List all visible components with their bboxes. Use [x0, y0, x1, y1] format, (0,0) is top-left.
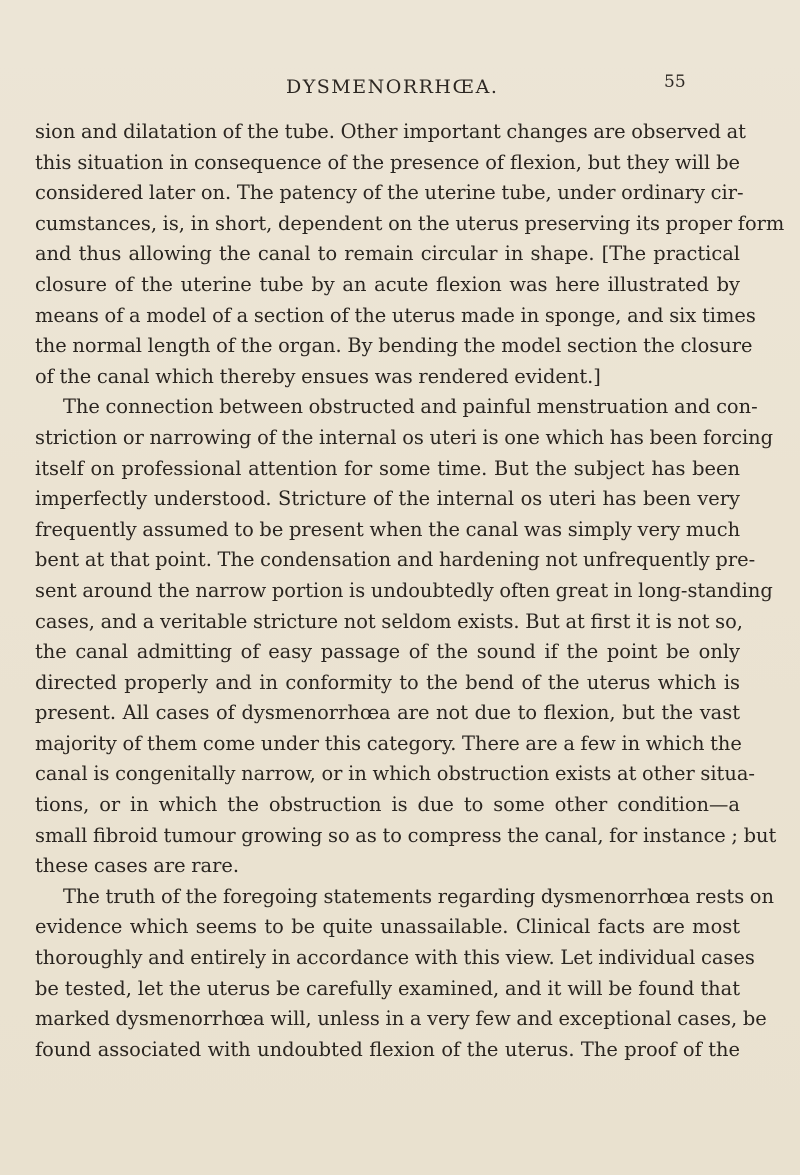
text-line: tions, or in which the obstruction is due to some other condition—a [35, 793, 740, 817]
text-line: evidence which seems to be quite unassailable. Clinical facts are most [35, 915, 740, 939]
text-line: marked dysmenorrhœa will, unless in a very few and exceptional cases, be [35, 1007, 767, 1031]
text-line: The truth of the foregoing statements regarding dysmenorrhœa rests on [63, 884, 774, 908]
text-line: small fibroid tumour growing so as to compress the canal, for instance ; but [35, 823, 777, 847]
text-line: bent at that point. The condensation and hardening not unfrequently pre- [35, 548, 756, 572]
text-line: sion and dilatation of the tube. Other important changes are observed at [35, 120, 746, 143]
running-title: DYSMENORRHŒA. [286, 76, 499, 98]
text-line: canal is congenitally narrow, or in which obstruction exists at other situa- [35, 762, 755, 786]
text-line: closure of the uterine tube by an acute flexion was here illustrated by [35, 272, 740, 296]
text-line: the canal admitting of easy passage of the sound if the point be only [35, 640, 740, 664]
text-line: frequently assumed to be present when the canal was simply very much [35, 517, 741, 541]
text-line: and thus allowing the canal to remain circular in shape. [The practical [35, 242, 740, 266]
text-line: sent around the narrow portion is undoubtedly often great in long-standing [35, 578, 773, 602]
text-line: thoroughly and entirely in accordance with this view. Let individual cases [35, 946, 755, 970]
text-line: imperfectly understood. Stricture of the internal os uteri has been very [35, 487, 740, 511]
text-line: found associated with undoubted flexion of the uterus. The proof of the [35, 1037, 740, 1061]
text-line: itself on professional attention for some time. But the subject has been [35, 456, 740, 480]
page-number: 55 [664, 72, 686, 92]
text-line: means of a model of a section of the uterus made in sponge, and six times [35, 303, 756, 327]
text-line: cumstances, is, in short, dependent on the uterus preserving its proper form [35, 211, 785, 235]
text-line: of the canal which thereby ensues was rendered evident.] [35, 364, 601, 388]
text-line: striction or narrowing of the internal os uteri is one which has been forcing [35, 425, 774, 449]
body-text [35, 117, 785, 1065]
text-line: this situation in consequence of the presence of flexion, but they will be [35, 150, 740, 174]
text-line: majority of them come under this category. There are a few in which the [35, 731, 742, 755]
text-line: The connection between obstructed and painful menstruation and con- [63, 395, 758, 419]
text-line: present. All cases of dysmenorrhœa are not due to flexion, but the vast [35, 701, 740, 725]
text-line: cases, and a veritable stricture not seldom exists. But at first it is not so, [35, 609, 743, 633]
text-line: the normal length of the organ. By bending the model section the closure [35, 334, 753, 358]
text-line: be tested, let the uterus be carefully examined, and it will be found that [35, 976, 740, 1000]
text-line: directed properly and in conformity to the bend of the uterus which is [35, 670, 740, 694]
text-line: these cases are rare. [35, 854, 240, 878]
text-line: considered later on. The patency of the uterine tube, under ordinary cir- [35, 181, 744, 205]
